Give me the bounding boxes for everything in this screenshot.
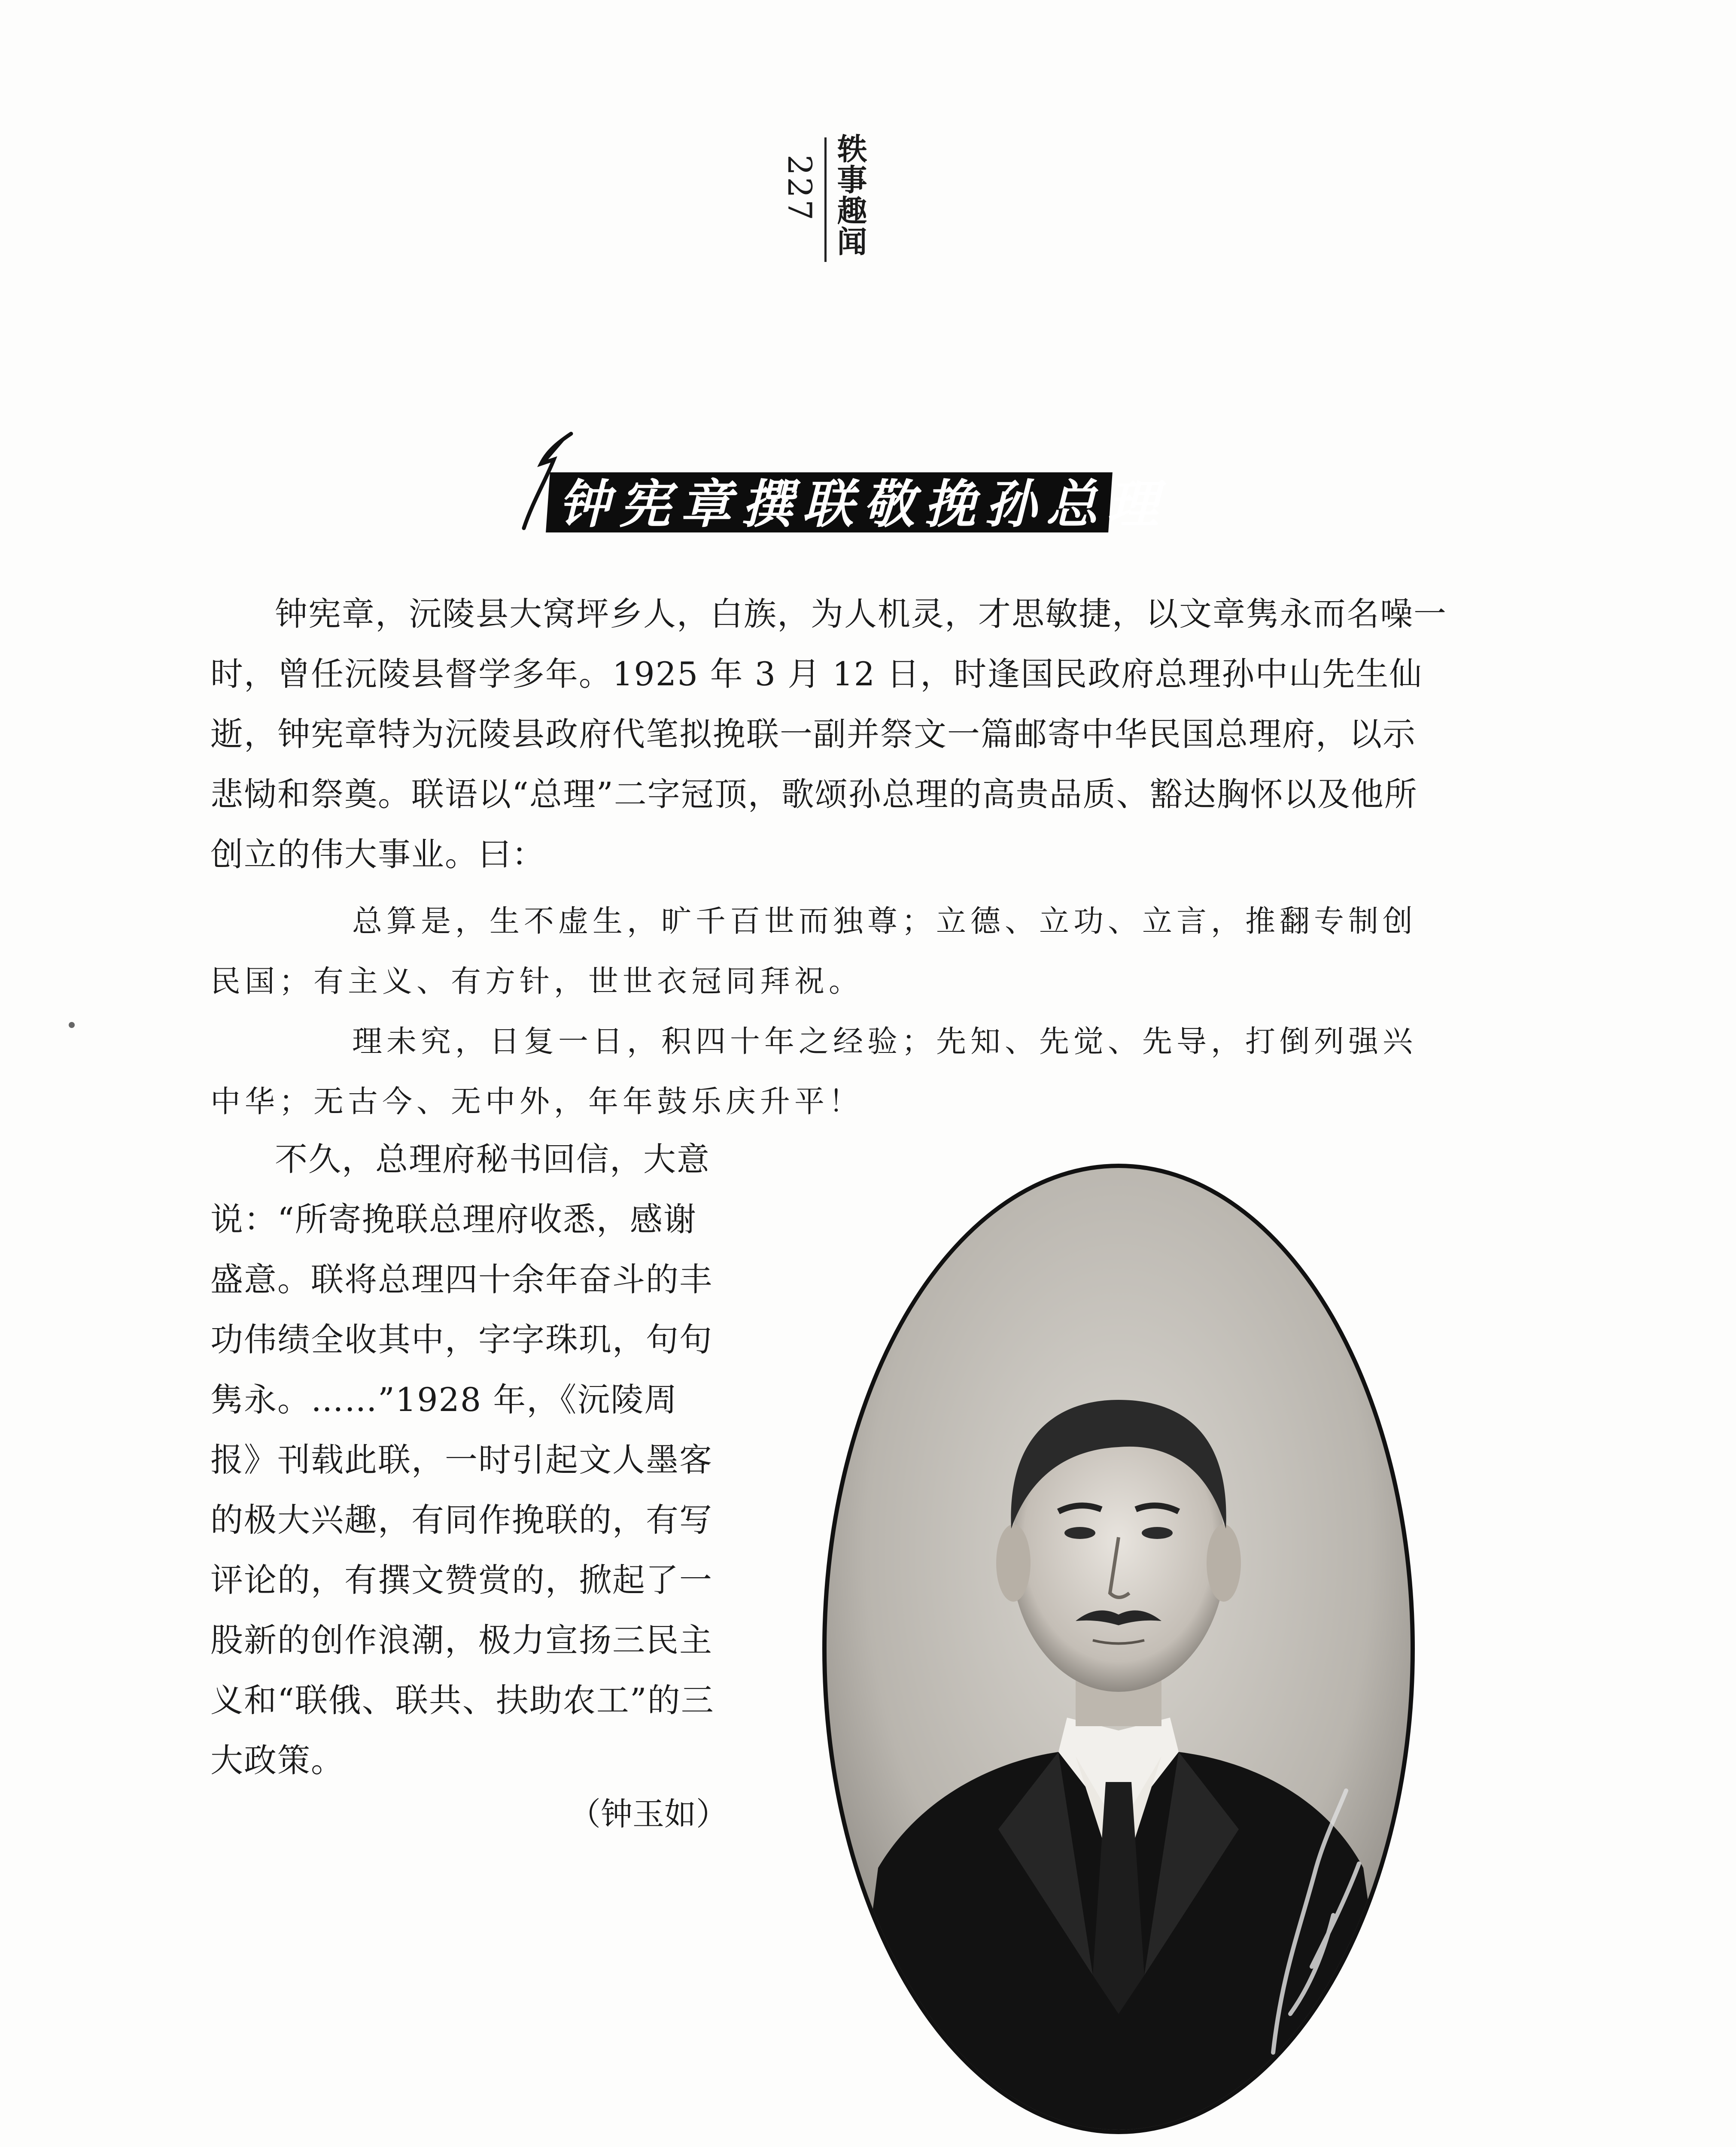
article-title-banner bbox=[507, 425, 1168, 541]
header-divider bbox=[824, 137, 827, 262]
followup-paragraph: 不久，总理府秘书回信，大意说：“所寄挽联总理府收悉，感谢盛意。联将总理四十余年奋斗的丰功伟绩全收其中，字字珠玑，句句隽永。……”1928 年，《沅陵周报》刊载此联，一时引起文人墨客的极大兴趣，有同作挽联的，有写评论的，有撰文赞赏的，掀起了一股新的创作浪潮，极力宣扬三民主义和“联俄、联共、扶助农工”的三大政策。 bbox=[210, 1140, 714, 1779]
portrait-photo bbox=[818, 1159, 1419, 2138]
couplet-first-line: 总算是，生不虚生，旷千百世而独尊；立德、立功、立言，推翻专制创民国；有主义、有方针，世世衣冠同拜祝。 bbox=[210, 903, 1417, 999]
intro-paragraph: 钟宪章，沅陵县大窝坪乡人，白族，为人机灵，才思敏捷，以文章隽永而名噪一时，曾任沅陵县督学多年。1925 年 3 月 12 日，时逢国民政府总理孙中山先生仙逝，钟宪章特为沅陵县政府代笔拟挽联一副并祭文一篇邮寄中华民国总理府，以示悲恸和祭奠。联语以“总理”二字冠顶，歌颂孙总理的高贵品质、豁达胸怀以及他所创立的伟大事业。曰： bbox=[210, 595, 1447, 873]
article-title: 钟宪章撰联敬挽孙总理 bbox=[558, 474, 1168, 535]
paper-speck bbox=[69, 1022, 75, 1028]
running-header bbox=[769, 129, 880, 271]
couplet-second-line: 理未究，日复一日，积四十年之经验；先知、先觉、先导，打倒列强兴中华；无古今、无中外，年年鼓乐庆升平！ bbox=[210, 1024, 1417, 1119]
page-number: 227 bbox=[781, 155, 819, 222]
author-credit: （钟玉如） bbox=[569, 1796, 728, 1833]
section-title: 轶事趣闻 bbox=[832, 133, 868, 257]
